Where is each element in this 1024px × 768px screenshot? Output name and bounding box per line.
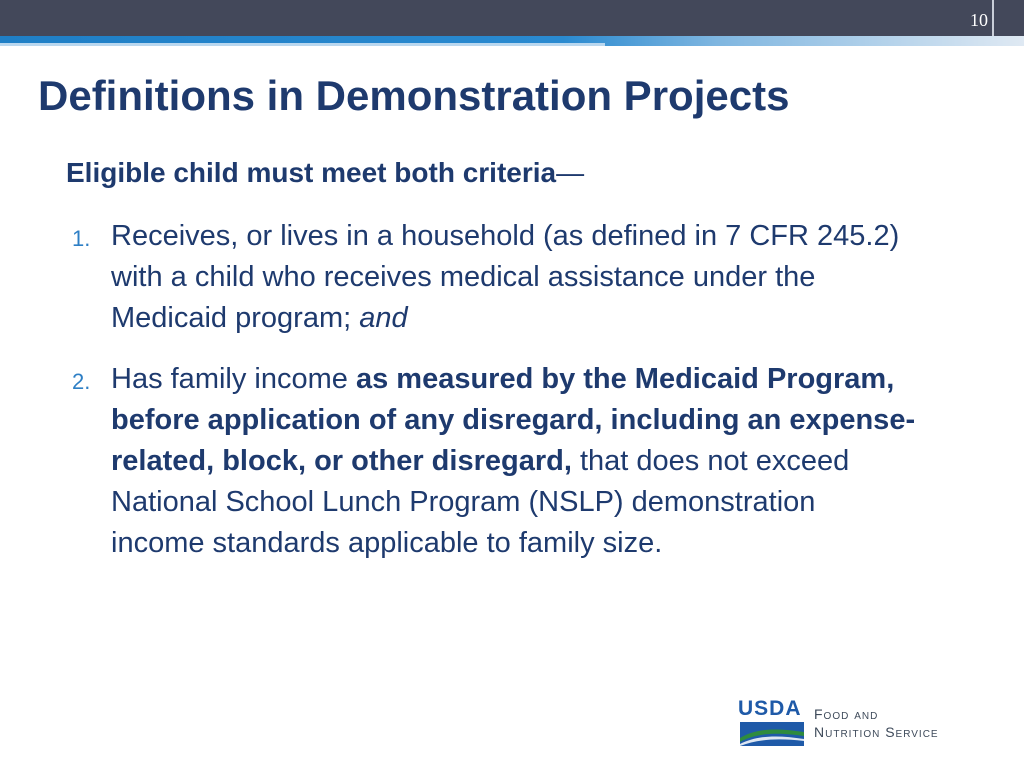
header-stripe-highlight — [0, 43, 605, 46]
list-item — [66, 216, 916, 339]
list-item-text-part: Receives, or lives in a household (as defined in 7 CFR 245.2) with a child who receives medical assistance under the Medicaid program; — [111, 220, 900, 334]
list-item-number: 2. — [72, 369, 91, 394]
criteria-heading — [66, 156, 584, 190]
list-item-text-part: Has family income — [111, 363, 356, 395]
list-item-text-italic: and — [359, 302, 408, 334]
fns-line1: Food and — [814, 706, 879, 722]
header-bar — [0, 0, 1024, 36]
list-item-number: 1. — [72, 226, 91, 251]
criteria-heading-dash: — — [556, 157, 585, 188]
usda-wordmark: USDA — [738, 697, 802, 720]
usda-fns-logo — [738, 698, 988, 750]
list-item — [66, 359, 916, 564]
list-item-text — [111, 359, 916, 564]
list-item-text-bold: as measured by the Medicaid Program, before application of any disregard, including an expense-related, block, or other disregard, — [111, 363, 916, 477]
list-item-text-part: that does not exceed National School Lunch Program (NSLP) demonstration income standards applicable to family size. — [111, 445, 850, 559]
criteria-heading-text: Eligible child must meet both criteria — [66, 157, 557, 188]
fns-line2: Nutrition Service — [814, 724, 939, 740]
slide-number-divider — [992, 0, 994, 38]
header-stripe — [0, 36, 1024, 46]
list-item-text — [111, 216, 916, 339]
usda-hills-icon — [740, 722, 804, 746]
slide-number: 10 — [970, 10, 988, 30]
page-title: Definitions in Demonstration Projects — [38, 72, 790, 119]
